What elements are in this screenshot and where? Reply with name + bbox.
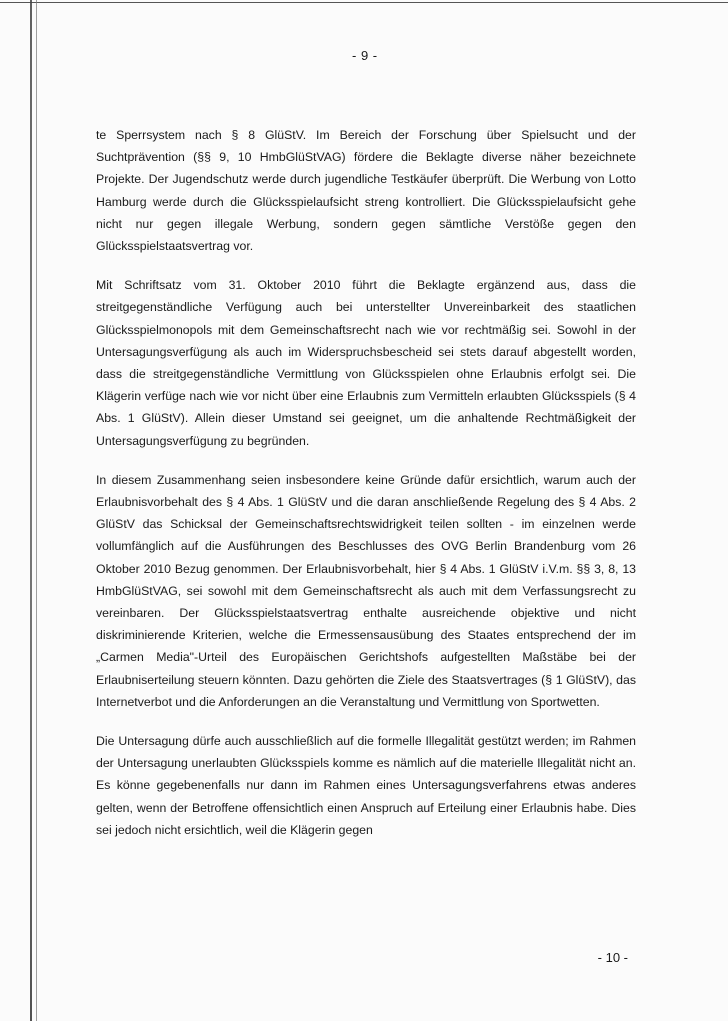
- top-border-line: [0, 2, 728, 3]
- paragraph-1: te Sperrsystem nach § 8 GlüStV. Im Bereich der Forschung über Spielsucht und der Suchtprävention (§§ 9, 10 HmbGlüStVAG) fördere die Beklagte diverse näher bezeichnete Projekte. Der Jugendschutz werde durch jugendliche Testkäufer überprüft. Die Werbung von Lotto Hamburg werde durch die Glücksspielaufsicht streng kontrolliert. Die Glücksspielaufsicht gehe nicht nur gegen illegale Werbung, sondern gegen sämtliche Verstöße gegen den Glücksspielstaatsvertrag vor.: [96, 128, 636, 254]
- body-text: [96, 124, 636, 858]
- paragraph-2: Mit Schriftsatz vom 31. Oktober 2010 führt die Beklagte ergänzend aus, dass die streitgegenständliche Verfügung auch bei unterstellter Unvereinbarkeit des staatlichen Glücksspielmonopols mit dem Gemeinschaftsrecht nach wie vor rechtmäßig sei. Sowohl in der Untersagungsverfügung als auch im Widerspruchsbescheid sei stets darauf abgestellt worden, dass die streitgegenständliche Vermittlung von Glücksspielen ohne Erlaubnis erfolgt sei. Die Klägerin verfüge nach wie vor nicht über eine Erlaubnis zum Vermitteln erlaubten Glücksspiels (§ 4 Abs. 1 GlüStV). Allein dieser Umstand sei geeignet, um die anhaltende Rechtmäßigkeit der Untersagungsverfügung zu begründen.: [96, 278, 636, 448]
- next-page-marker: - 10 -: [597, 950, 628, 965]
- left-margin-line: [30, 0, 32, 1021]
- paragraph-4: Die Untersagung dürfe auch ausschließlich auf die formelle Illegalität gestützt werden; im Rahmen der Untersagung unerlaubten Glücksspiels komme es nämlich auf die materielle Illegalität nicht an. Es könne gegebenenfalls nur dann im Rahmen eines Untersagungsverfahrens etwas anderes gelten, wenn der Betroffene offensichtlich einen Anspruch auf Erteilung einer Erlaubnis habe. Dies sei jedoch nicht ersichtlich, weil die Klägerin gegen: [96, 734, 636, 837]
- left-margin-line-secondary: [36, 0, 37, 1021]
- page-number: - 9 -: [352, 48, 378, 63]
- paragraph-3: In diesem Zusammenhang seien insbesondere keine Gründe dafür ersichtlich, warum auch der Erlaubnisvorbehalt des § 4 Abs. 1 GlüStV und die daran anschließende Regelung des § 4 Abs. 2 GlüStV das Schicksal der Gemeinschaftsrechtswidrigkeit teilen sollten - im einzelnen werde vollumfänglich auf die Ausführungen des Beschlusses des OVG Berlin Brandenburg vom 26 Oktober 2010 Bezug genommen. Der Erlaubnisvorbehalt, hier § 4 Abs. 1 GlüStV i.V.m. §§ 3, 8, 13 HmbGlüStVAG, sei sowohl mit dem Gemeinschaftsrecht als auch mit dem Verfassungsrecht zu vereinbaren. Der Glücksspielstaatsvertrag enthalte ausreichende objektive und nicht diskriminierende Kriterien, welche die Ermessensausübung des Staates entsprechend der im „Carmen Media"-Urteil des Europäischen Gerichtshofs aufgestellten Maßstäbe bei der Erlaubniserteilung steuern könnten. Dazu gehörten die Ziele des Staatsvertrages (§ 1 GlüStV), das Internetverbot und die Anforderungen an die Veranstaltung und Vermittlung von Sportwetten.: [96, 472, 636, 709]
